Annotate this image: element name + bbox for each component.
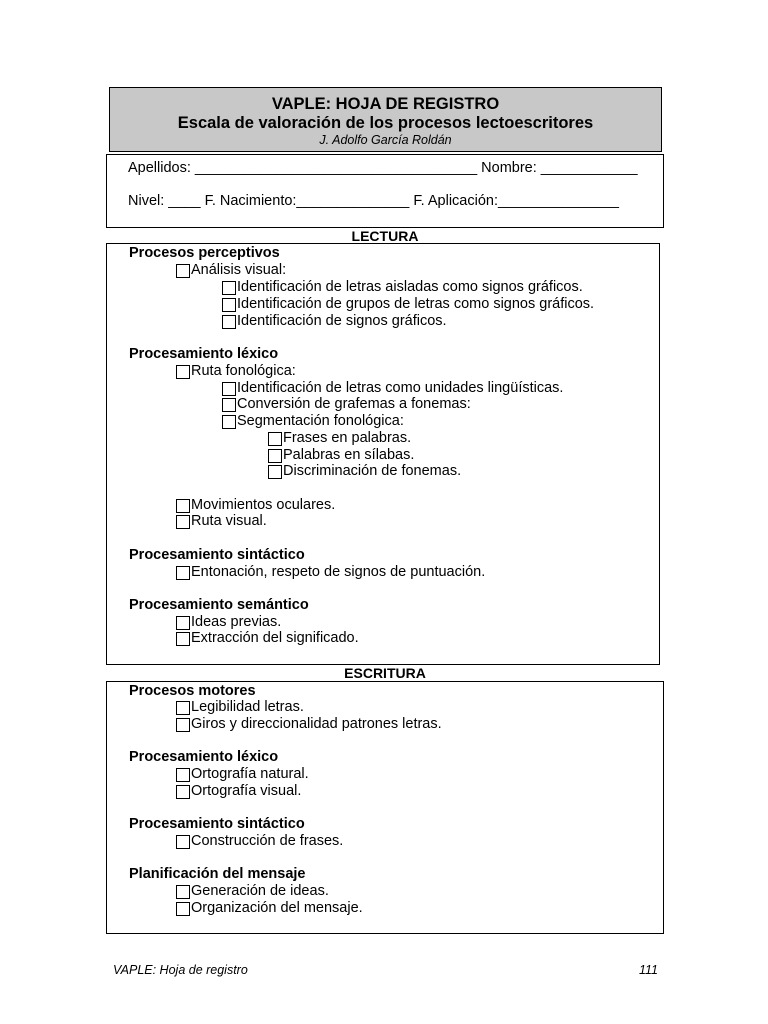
list-item: Frases en palabras. (268, 430, 411, 447)
checkbox[interactable] (222, 315, 236, 329)
group-title-lexico-escritura: Procesamiento léxico (129, 749, 279, 765)
checkbox[interactable] (222, 415, 236, 429)
checkbox[interactable] (268, 449, 282, 463)
checkbox[interactable] (222, 298, 236, 312)
list-item: Análisis visual: (176, 262, 286, 279)
group-title-planificacion: Planificación del mensaje (129, 866, 306, 882)
list-item: Entonación, respeto de signos de puntuación. (176, 564, 485, 581)
page-subtitle: Escala de valoración de los procesos lectoescritores (177, 114, 594, 132)
lectura-box (106, 243, 660, 665)
escritura-box (106, 681, 664, 934)
checkbox[interactable] (176, 785, 190, 799)
list-item: Legibilidad letras. (176, 699, 304, 716)
checkbox[interactable] (222, 382, 236, 396)
list-item: Identificación de signos gráficos. (222, 313, 447, 330)
list-item: Generación de ideas. (176, 883, 329, 900)
checkbox[interactable] (176, 515, 190, 529)
group-title-sintactico-escritura: Procesamiento sintáctico (129, 816, 305, 832)
checkbox[interactable] (176, 499, 190, 513)
list-item: Organización del mensaje. (176, 900, 363, 917)
list-item: Ortografía visual. (176, 783, 301, 800)
checkbox[interactable] (176, 632, 190, 646)
checkbox[interactable] (222, 281, 236, 295)
list-item: Identificación de grupos de letras como signos gráficos. (222, 296, 594, 313)
checkbox[interactable] (176, 835, 190, 849)
checkbox[interactable] (176, 264, 190, 278)
group-title-lexico: Procesamiento léxico (129, 346, 279, 362)
checkbox[interactable] (176, 566, 190, 580)
list-item: Ruta fonológica: (176, 363, 296, 380)
checkbox[interactable] (176, 885, 190, 899)
list-item: Identificación de letras como unidades lingüísticas. (222, 380, 563, 397)
group-title-sintactico: Procesamiento sintáctico (129, 547, 305, 563)
checkbox[interactable] (268, 432, 282, 446)
header-box (109, 87, 662, 152)
checkbox[interactable] (268, 465, 282, 479)
checkbox[interactable] (176, 902, 190, 916)
apellidos-nombre-line: Apellidos: ___________________________________ Nombre: ____________ (128, 160, 638, 176)
list-item: Conversión de grafemas a fonemas: (222, 396, 471, 413)
footer-title: VAPLE: Hoja de registro (113, 963, 248, 977)
group-title-semantico: Procesamiento semántico (129, 597, 309, 613)
group-title-motores: Procesos motores (129, 683, 256, 699)
checkbox[interactable] (176, 701, 190, 715)
list-item: Palabras en sílabas. (268, 447, 414, 464)
checkbox[interactable] (222, 398, 236, 412)
list-item: Construcción de frases. (176, 833, 343, 850)
list-item: Identificación de letras aisladas como signos gráficos. (222, 279, 583, 296)
list-item: Movimientos oculares. (176, 497, 335, 514)
group-title-perceptivos: Procesos perceptivos (129, 245, 280, 261)
checkbox[interactable] (176, 718, 190, 732)
list-item: Giros y direccionalidad patrones letras. (176, 716, 442, 733)
page-title: VAPLE: HOJA DE REGISTRO (271, 95, 500, 113)
nivel-fechas-line: Nivel: ____ F. Nacimiento:______________ F. Aplicación:_______________ (128, 193, 619, 209)
checkbox[interactable] (176, 768, 190, 782)
section-title-escritura: ESCRITURA (344, 665, 426, 681)
list-item: Extracción del significado. (176, 630, 359, 647)
author: J. Adolfo García Roldán (319, 133, 452, 147)
list-item: Ideas previas. (176, 614, 281, 631)
checkbox[interactable] (176, 616, 190, 630)
list-item: Segmentación fonológica: (222, 413, 404, 430)
list-item: Ortografía natural. (176, 766, 309, 783)
checkbox[interactable] (176, 365, 190, 379)
section-title-lectura: LECTURA (351, 228, 419, 244)
identification-box (106, 154, 664, 228)
page-number: 111 (638, 963, 658, 977)
list-item: Discriminación de fonemas. (268, 463, 461, 480)
list-item: Ruta visual. (176, 513, 267, 530)
